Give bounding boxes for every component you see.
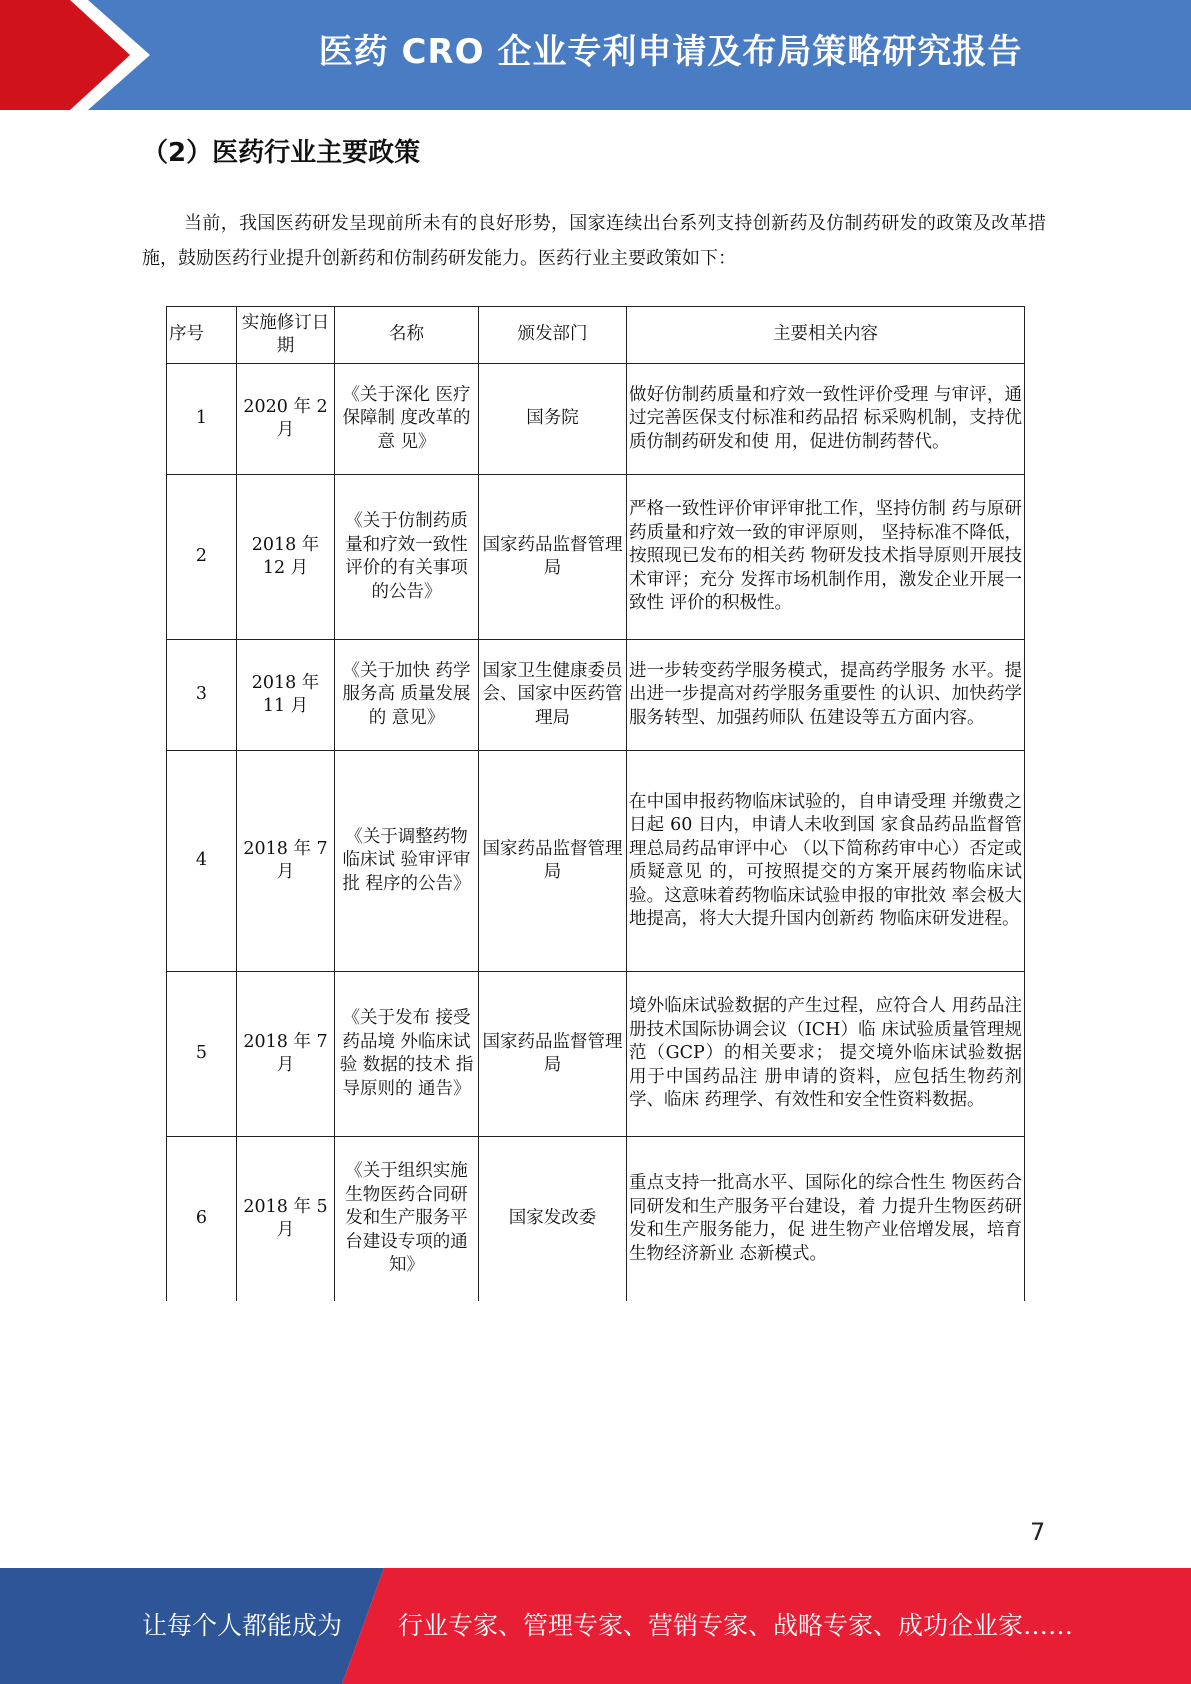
cell-dept: 国家药品监督管理局 bbox=[479, 972, 627, 1137]
cell-content: 严格一致性评价审评审批工作，坚持仿制 药与原研药质量和疗效一致的审评原则， 坚持标准不降低，按照现已发布的相关药 物研发技术指导原则开展技术审评；充分 发挥市场机制作用，激发企业开展一致性 评价的积极性。 bbox=[627, 475, 1025, 640]
report-header bbox=[0, 0, 1191, 110]
section-heading: （2）医药行业主要政策 bbox=[142, 138, 421, 168]
col-header-date: 实施修订日期 bbox=[237, 307, 335, 364]
cell-content: 在中国申报药物临床试验的，自申请受理 并缴费之日起 60 日内，申请人未收到国 家食品药品监督管理总局药品审评中心 （以下简称药审中心）否定或质疑意见 的，可按照提交的方案开展药物临床试 验。这意味着药物临床试验申报的审批效 率会极大地提高，将大大提升国内创新药 物临床研发进程。 bbox=[627, 751, 1025, 972]
cell-content: 做好仿制药质量和疗效一致性评价受理 与审评，通过完善医保支付标准和药品招 标采购机制，支持优质仿制药研发和使 用，促进仿制药替代。 bbox=[627, 364, 1025, 475]
cell-dept: 国家卫生健康委员会、国家中医药管理局 bbox=[479, 640, 627, 751]
col-header-name: 名称 bbox=[335, 307, 479, 364]
cell-content: 重点支持一批高水平、国际化的综合性生 物医药合同研发和生产服务平台建设，着 力提升生物医药研发和生产服务能力，促 进生物产业倍增发展，培育生物经济新业 态新模式。 bbox=[627, 1137, 1025, 1302]
report-title: 医药 CRO 企业专利申请及布局策略研究报告 bbox=[318, 32, 1023, 72]
table-row bbox=[167, 751, 1025, 972]
cell-date: 2018 年 7 月 bbox=[237, 972, 335, 1137]
cell-name: 《关于深化 医疗保障制 度改革的意 见》 bbox=[335, 364, 479, 475]
cell-name: 《关于发布 接受药品境 外临床试验 数据的技术 指导原则的 通告》 bbox=[335, 972, 479, 1137]
cell-content: 进一步转变药学服务模式，提高药学服务 水平。提出进一步提高对药学服务重要性 的认识、加快药学服务转型、加强药师队 伍建设等五方面内容。 bbox=[627, 640, 1025, 751]
cell-dept: 国务院 bbox=[479, 364, 627, 475]
footer-slogan-right: 行业专家、管理专家、营销专家、战略专家、成功企业家…… bbox=[398, 1611, 1074, 1640]
footer-slogan-left: 让每个人都能成为 bbox=[142, 1611, 343, 1640]
header-arrow-decoration bbox=[0, 0, 150, 110]
cell-name: 《关于调整药物临床试 验审评审批 程序的公告》 bbox=[335, 751, 479, 972]
footer-banner bbox=[0, 1568, 1191, 1684]
col-header-content: 主要相关内容 bbox=[627, 307, 1025, 364]
cell-date: 2018 年 5 月 bbox=[237, 1137, 335, 1302]
cell-name: 《关于加快 药学服务高 质量发展的 意见》 bbox=[335, 640, 479, 751]
cell-date: 2018 年 11 月 bbox=[237, 640, 335, 751]
cell-date: 2018 年 7 月 bbox=[237, 751, 335, 972]
cell-dept: 国家发改委 bbox=[479, 1137, 627, 1302]
table-header-row bbox=[167, 307, 1025, 364]
cell-date: 2018 年 12 月 bbox=[237, 475, 335, 640]
page-number: 7 bbox=[1030, 1518, 1046, 1546]
cell-no: 5 bbox=[167, 972, 237, 1137]
cell-no: 1 bbox=[167, 364, 237, 475]
cell-no: 2 bbox=[167, 475, 237, 640]
col-header-dept: 颁发部门 bbox=[479, 307, 627, 364]
policy-table bbox=[166, 306, 1025, 1301]
table-row bbox=[167, 972, 1025, 1137]
table-row bbox=[167, 475, 1025, 640]
cell-dept: 国家药品监督管理局 bbox=[479, 751, 627, 972]
cell-name: 《关于仿制药质量和疗效一致性评价的有关事项的公告》 bbox=[335, 475, 479, 640]
cell-no: 6 bbox=[167, 1137, 237, 1302]
cell-content: 境外临床试验数据的产生过程，应符合人 用药品注册技术国际协调会议（ICH）临 床试验质量管理规范（GCP）的相关要求； 提交境外临床试验数据用于中国药品注 册申请的资料，应包括生物药剂学、临床 药理学、有效性和安全性资料数据。 bbox=[627, 972, 1025, 1137]
table-row bbox=[167, 364, 1025, 475]
table-row bbox=[167, 640, 1025, 751]
cell-dept: 国家药品监督管理局 bbox=[479, 475, 627, 640]
table-row bbox=[167, 1137, 1025, 1302]
col-header-no: 序号 bbox=[167, 307, 237, 364]
cell-no: 3 bbox=[167, 640, 237, 751]
cell-date: 2020 年 2 月 bbox=[237, 364, 335, 475]
cell-name: 《关于组织实施生物医药合同研发和生产服务平台建设专项的通知》 bbox=[335, 1137, 479, 1302]
cell-no: 4 bbox=[167, 751, 237, 972]
intro-paragraph: 当前，我国医药研发呈现前所未有的良好形势，国家连续出台系列支持创新药及仿制药研发的政策及改革措施，鼓励医药行业提升创新药和仿制药研发能力。医药行业主要政策如下： bbox=[142, 213, 1046, 269]
